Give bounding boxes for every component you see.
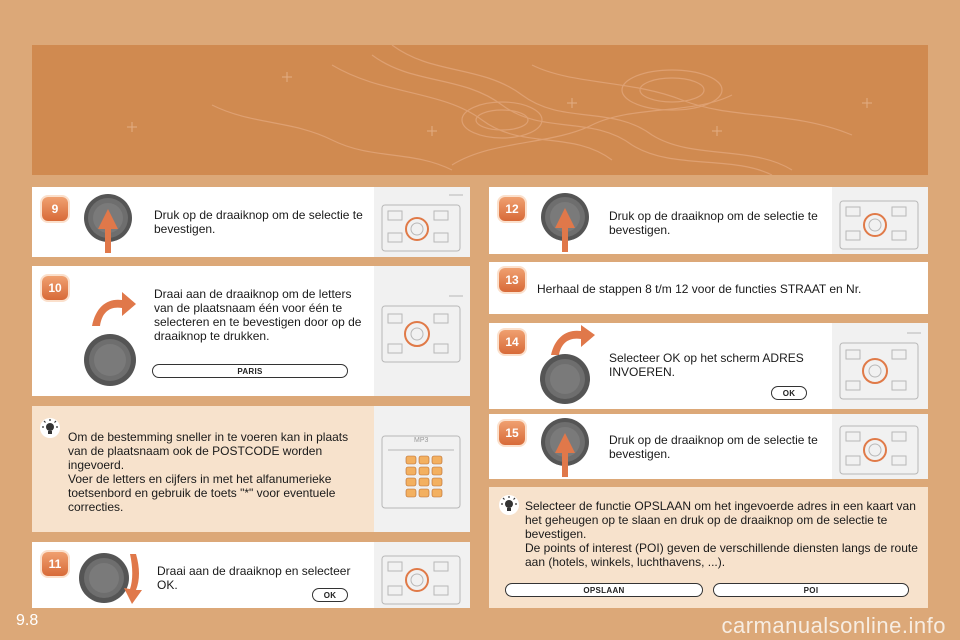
rotary-knob-rotate-icon [78, 288, 140, 388]
tip-text-postcode: Om de bestemming sneller in te voeren kan in plaats van de plaatsnaam ook de POSTCODE worden ingevoerd. Voer de letters en cijfers in met het alfanumerieke toetsenbord en gebruik de toets "*" voor eventuele correcties. [68, 430, 349, 514]
device-mp3-label: MP3 [414, 437, 429, 444]
step-badge-11: 11 [42, 552, 68, 576]
step-badge-9: 9 [42, 197, 68, 221]
step-badge-10: 10 [42, 276, 68, 300]
lightbulb-icon [38, 416, 62, 440]
rotary-knob-rotate-icon [537, 325, 599, 409]
step-text-10: Draai aan de draaiknop om de letters van de plaatsnaam één voor één te selecteren en te bevestigen door op de draaiknop te drukken. [154, 287, 362, 343]
pill-paris-button[interactable]: PARIS [152, 364, 348, 378]
step-card-11 [32, 542, 470, 608]
lightbulb-icon [497, 493, 521, 517]
step-card-14 [489, 323, 928, 409]
step-text-12: Druk op de draaiknop om de selectie te bevestigen. [609, 209, 818, 237]
step-text-9: Druk op de draaiknop om de selectie te bevestigen. [154, 208, 363, 236]
step-card-10 [32, 266, 470, 396]
rotary-knob-rotate-down-icon [76, 546, 156, 606]
step-card-15 [489, 414, 928, 479]
step-badge-13: 13 [499, 268, 525, 292]
radio-panel-image [832, 323, 928, 409]
tip-text-opslaan: Selecteer de functie OPSLAAN om het ingevoerde adres in een kaart van het geheugen op te slaan en druk op de draaiknop om de selectie te bevestigen. De points of interest (POI) geven de verschillende diensten langs de route aan (hotels, winkels, luchthavens, ...). [525, 499, 918, 569]
tip-card-postcode [32, 406, 470, 532]
header-banner [32, 45, 928, 175]
rotary-knob-press-icon [537, 415, 593, 479]
radio-panel-image [832, 187, 928, 254]
step-text-11: Draai aan de draaiknop en selecteer OK. [157, 564, 351, 592]
step-card-12 [489, 187, 928, 254]
step-text-15: Druk op de draaiknop om de selectie te bevestigen. [609, 433, 818, 461]
step-card-9 [32, 187, 470, 257]
topographic-pattern [32, 45, 928, 175]
step-badge-14: 14 [499, 330, 525, 354]
radio-panel-image [374, 187, 470, 257]
page-number: 9.8 [16, 612, 39, 629]
pill-poi-button[interactable]: POI [713, 583, 909, 597]
radio-panel-image [374, 542, 470, 608]
pill-opslaan-button[interactable]: OPSLAAN [505, 583, 703, 597]
step-badge-15: 15 [499, 421, 525, 445]
rotary-knob-press-icon [537, 190, 593, 254]
step-text-13: Herhaal de stappen 8 t/m 12 voor de functies STRAAT en Nr. [537, 282, 862, 296]
step-badge-12: 12 [499, 197, 525, 221]
tip-card-opslaan [489, 487, 928, 608]
pill-ok-button[interactable]: OK [312, 588, 348, 602]
radio-panel-image [832, 414, 928, 479]
radio-panel-image [374, 266, 470, 396]
pill-ok-button[interactable]: OK [771, 386, 807, 400]
keypad-device-image [374, 406, 470, 532]
step-card-13 [489, 262, 928, 314]
rotary-knob-press-icon [80, 191, 136, 255]
watermark-text: carmanualsonline.info [721, 613, 946, 638]
step-text-14: Selecteer OK op het scherm ADRES INVOEREN. [609, 351, 804, 379]
